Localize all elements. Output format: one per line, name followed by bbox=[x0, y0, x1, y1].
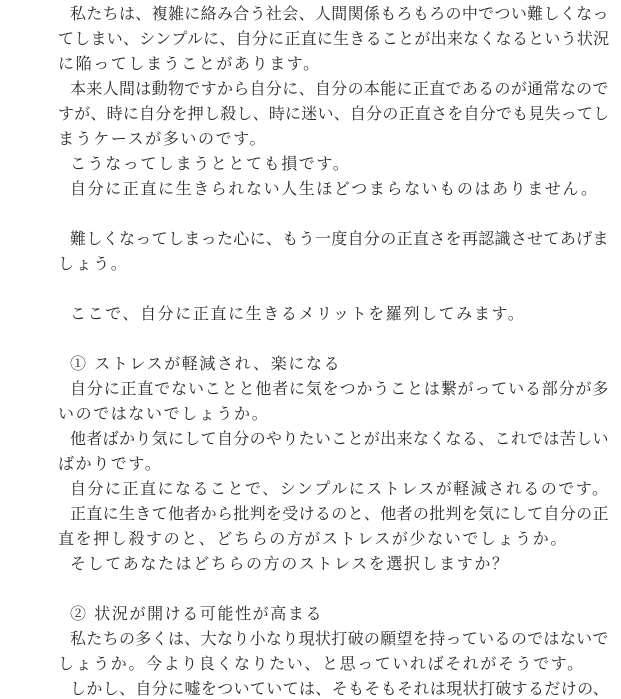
text-line: まうケースが多いのです。 bbox=[58, 129, 268, 148]
text-line: 自分に正直になることで、シンプルにストレスが軽減されるのです。 bbox=[70, 479, 610, 498]
text-line: 他者ばかり気にして自分のやりたいことが出来なくなる、これでは苦しい bbox=[70, 429, 609, 448]
text-line: 直を押し殺すのと、どちらの方がストレスが少ないでしょうか。 bbox=[58, 529, 568, 548]
section-heading: ② 状況が開ける可能性が高まる bbox=[70, 604, 324, 623]
text-line: いのではないでしょうか。 bbox=[58, 404, 270, 423]
text-line: しょう。 bbox=[58, 254, 129, 273]
text-line: 自分に正直に生きられない人生ほどつまらないものはありません。 bbox=[70, 179, 599, 198]
text-line: 正直に生きて他者から批判を受けるのと、他者の批判を気にして自分の正 bbox=[70, 504, 609, 523]
text-line: 私たちの多くは、大なり小なり現状打破の願望を持っているのではないで bbox=[70, 629, 609, 648]
text-line: 私たちは、複雑に絡み合う社会、人間関係もろもろの中でつい難しくなっ bbox=[70, 4, 609, 23]
text-line: 本来人間は動物ですから自分に、自分の本能に正直であるのが通常なので bbox=[70, 79, 609, 98]
text-line: に陥ってしまうことがあります。 bbox=[58, 54, 321, 73]
text-line: すが、時に自分を押し殺し、時に迷い、自分の正直さを自分でも見失ってし bbox=[58, 104, 610, 123]
text-line: ばかりです。 bbox=[58, 454, 163, 473]
text-line: ここで、自分に正直に生きるメリットを羅列してみます。 bbox=[70, 304, 526, 323]
text-line: てしまい、シンプルに、自分に正直に生きることが出来なくなるという状況 bbox=[58, 29, 610, 48]
text-line: しょうか。今より良くなりたい、と思っていればそれがそうです。 bbox=[58, 654, 585, 673]
text-line: しかし、自分に嘘をついていては、そもそもそれは現状打破するだけの、 bbox=[70, 679, 610, 698]
text-line: こうなってしまうととても損です。 bbox=[70, 154, 351, 173]
text-line: そしてあなたはどちらの方のストレスを選択しますか？ bbox=[70, 554, 510, 573]
section-heading: ① ストレスが軽減され、楽になる bbox=[70, 354, 342, 373]
text-line: 自分に正直でないことと他者に気をつかうことは繋がっている部分が多 bbox=[70, 379, 610, 398]
text-line: 難しくなってしまった心に、もう一度自分の正直さを再認識させてあげま bbox=[70, 229, 609, 248]
